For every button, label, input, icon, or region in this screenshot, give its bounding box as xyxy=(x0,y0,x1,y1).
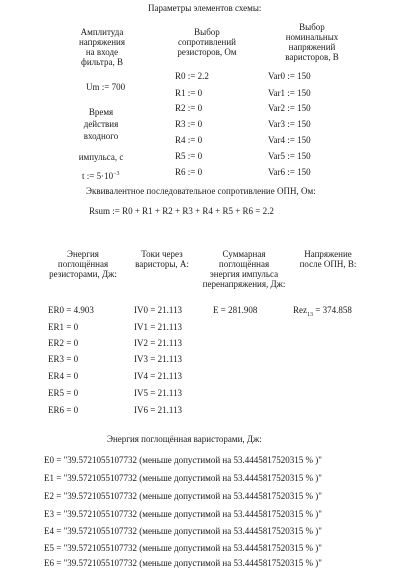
amplitude-heading-line: Амплитуда xyxy=(80,27,124,37)
resistor-r4[interactable]: R4 := 0 xyxy=(175,135,203,145)
varistor-current-heading-line: Токи через xyxy=(141,249,183,259)
varistor-energy-label: Энергия поглощённая варисторами, Дж: xyxy=(107,434,262,444)
time-heading xyxy=(66,107,136,162)
amplitude-heading-line: на входе xyxy=(85,47,119,57)
resistor-heading-line: сопротивлений xyxy=(177,37,236,47)
iv-value[interactable]: IV6 = 21.113 xyxy=(134,405,182,415)
varistor-energy-row[interactable]: E6 = "39.5721055107732 (меньше допустимой на 53.4445817520315 % )" xyxy=(44,558,322,568)
amplitude-heading xyxy=(64,27,140,67)
resistor-r2[interactable]: R2 := 0 xyxy=(175,103,203,113)
varistor-heading-line: варисторов, В xyxy=(285,52,339,62)
varistor-energy-row[interactable]: E0 = "39.5721055107732 (меньше допустимой на 53.4445817520315 % )" xyxy=(44,455,322,465)
equiv-resistance-label: Эквивалентное последовательное сопротивление ОПН, Ом: xyxy=(86,186,316,196)
varistor-current-heading xyxy=(128,249,196,269)
varistor-var0[interactable]: Var0 := 150 xyxy=(268,71,311,81)
iv-value[interactable]: IV0 = 21.113 xyxy=(134,305,182,315)
er-value[interactable]: ER1 = 0 xyxy=(48,322,79,332)
time-heading-line: действия xyxy=(83,119,119,129)
varistor-energy-row[interactable]: E4 = "39.5721055107732 (меньше допустимой на 53.4445817520315 % )" xyxy=(44,526,322,536)
resistor-heading xyxy=(160,27,254,57)
resistor-energy-heading-line: Энергия xyxy=(67,249,99,259)
total-energy-heading-line: Суммарная xyxy=(222,249,266,259)
resistor-r3[interactable]: R3 := 0 xyxy=(175,119,203,129)
time-value[interactable] xyxy=(82,171,119,181)
time-heading-line: импульса, с xyxy=(78,152,124,162)
iv-value[interactable]: IV2 = 21.113 xyxy=(134,338,182,348)
resistor-energy-heading-line: резисторами, Дж: xyxy=(49,269,117,279)
varistor-heading xyxy=(265,22,359,62)
varistor-energy-row[interactable]: E2 = "39.5721055107732 (меньше допустимой на 53.4445817520315 % )" xyxy=(44,491,322,501)
total-energy-heading-line: энергия импульса xyxy=(209,269,279,279)
resistor-energy-heading-line: поглощённая xyxy=(57,259,109,269)
er-value[interactable]: ER4 = 0 xyxy=(48,371,79,381)
varistor-var4[interactable]: Var4 := 150 xyxy=(268,135,311,145)
resistor-r6[interactable]: R6 := 0 xyxy=(175,167,203,177)
total-energy-heading-line: поглощённая xyxy=(218,259,270,269)
er-value[interactable]: ER5 = 0 xyxy=(48,388,79,398)
varistor-var2[interactable]: Var2 := 150 xyxy=(268,103,311,113)
um-value[interactable]: Um := 700 xyxy=(86,82,126,92)
resistor-energy-heading xyxy=(38,249,128,279)
output-voltage-value[interactable] xyxy=(293,305,352,318)
time-heading-line: входного xyxy=(83,131,119,141)
time-heading-line: Время xyxy=(88,107,114,117)
resistor-heading-line: Выбор xyxy=(194,27,220,37)
varistor-heading-line: напряжений xyxy=(288,42,336,52)
resistor-r1[interactable]: R1 := 0 xyxy=(175,88,203,98)
output-voltage-name: Rez xyxy=(293,305,307,315)
varistor-var5[interactable]: Var5 := 150 xyxy=(268,151,311,161)
amplitude-heading-line: фильтра, В xyxy=(81,57,123,67)
total-energy-heading xyxy=(196,249,292,289)
rsum-formula[interactable]: Rsum := R0 + R1 + R2 + R3 + R4 + R5 + R6 = 2.2 xyxy=(89,206,274,216)
varistor-heading-line: Выбор xyxy=(299,22,325,32)
iv-value[interactable]: IV5 = 21.113 xyxy=(134,388,182,398)
time-value-base: t := 5·10 xyxy=(82,171,114,181)
output-voltage-heading-line: после ОПН, В: xyxy=(299,259,357,269)
resistor-r5[interactable]: R5 := 0 xyxy=(175,151,203,161)
varistor-energy-row[interactable]: E5 = "39.5721055107732 (меньше допустимой на 53.4445817520315 % )" xyxy=(44,543,322,553)
time-value-exponent: −3 xyxy=(113,171,120,177)
resistor-heading-line: резисторов, Ом xyxy=(177,47,237,57)
varistor-energy-row[interactable]: E3 = "39.5721055107732 (меньше допустимой на 53.4445817520315 % )" xyxy=(44,509,322,519)
resistor-r0[interactable]: R0 := 2.2 xyxy=(175,71,209,81)
total-energy-heading-line: перенапряжения, Дж: xyxy=(202,279,286,289)
er-value[interactable]: ER0 = 4.903 xyxy=(48,305,94,315)
output-voltage-heading-line: Напряжение xyxy=(304,249,352,259)
varistor-heading-line: номинальных xyxy=(285,32,339,42)
page-title: Параметры элементов схемы: xyxy=(148,3,262,13)
output-voltage-heading xyxy=(290,249,366,269)
output-voltage-number: = 374.858 xyxy=(313,305,352,315)
varistor-var3[interactable]: Var3 := 150 xyxy=(268,119,311,129)
iv-value[interactable]: IV4 = 21.113 xyxy=(134,371,182,381)
er-value[interactable]: ER6 = 0 xyxy=(48,405,79,415)
varistor-energy-row[interactable]: E1 = "39.5721055107732 (меньше допустимой на 53.4445817520315 % )" xyxy=(44,473,322,483)
iv-value[interactable]: IV1 = 21.113 xyxy=(134,322,182,332)
amplitude-heading-line: напряжения xyxy=(78,37,125,47)
varistor-var6[interactable]: Var6 := 150 xyxy=(268,167,311,177)
iv-value[interactable]: IV3 = 21.113 xyxy=(134,354,182,364)
output-voltage-subscript: 13 xyxy=(307,311,313,318)
varistor-current-heading-line: варисторы, А: xyxy=(135,259,189,269)
er-value[interactable]: ER3 = 0 xyxy=(48,354,79,364)
total-energy-value[interactable]: E = 281.908 xyxy=(213,305,258,315)
er-value[interactable]: ER2 = 0 xyxy=(48,338,79,348)
varistor-var1[interactable]: Var1 := 150 xyxy=(268,88,311,98)
